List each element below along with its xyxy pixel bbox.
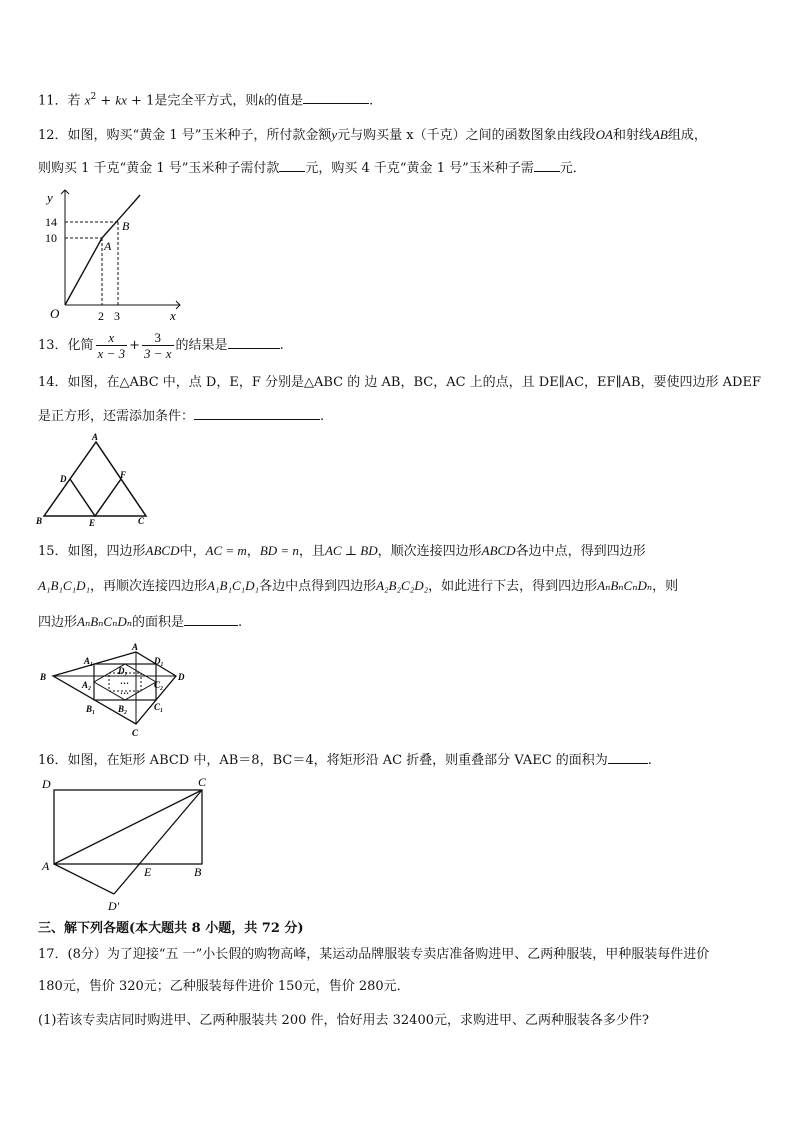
- q13-f1-denominator: x − 3: [97, 346, 126, 361]
- q12-text-l2c: 元．: [559, 161, 586, 176]
- q15-nested-quadrilaterals-figure: [38, 640, 198, 740]
- q12-text-b: 元与购买量 x（千克）之间的函数图象由线段: [337, 128, 596, 143]
- q14-text-l1: 14．如图，在△ABC 中，点 D，E，F 分别是△ABC 的 边 AB，BC，AC 上的点，且 DE∥AC，EF∥AB，要使四边形 ADEF: [38, 375, 761, 390]
- q15-quadn-2: AₙBₙCₙDₙ: [77, 614, 133, 629]
- fig15-label-c1: C₁: [154, 702, 164, 712]
- q15-quad2: A₂B₂C₂D₂: [376, 578, 429, 593]
- question-15-line-3: [38, 612, 242, 632]
- q14-period: .: [320, 409, 325, 424]
- segment-d-prime-c: [114, 790, 202, 894]
- q15-quadn: AₙBₙCₙDₙ: [597, 578, 653, 593]
- q13-fraction-1: [96, 330, 128, 361]
- question-12-line-1: [38, 126, 707, 145]
- q17-text-l1: 17．(8分）为了迎接“五 一”小长假的购物高峰，某运动品牌服装专卖店准备购进甲、乙两种服装，甲种服装每件进价: [38, 947, 710, 962]
- q17-text-l2: 180元，售价 320元；乙种服装每件进价 150元，售价 280元．: [38, 979, 410, 994]
- q15-text-b: 中，: [179, 544, 206, 559]
- q12-answer-blank-1[interactable]: [279, 158, 305, 172]
- q12-text-l2a: 则购买 1 千克“黄金 1 号”玉米种子需付款: [38, 161, 280, 176]
- question-15-line-1: [38, 542, 646, 561]
- q15-period: .: [238, 615, 243, 630]
- q12-text-d: 组成，: [667, 128, 707, 143]
- segments-de-ef: [70, 479, 121, 516]
- fig15-label-d1: D₁: [154, 656, 164, 666]
- fig15-label-c2: C₂: [154, 680, 164, 690]
- fig15-label-d: D: [178, 672, 185, 682]
- q11-text-end: 的值是: [264, 93, 304, 109]
- q11-exponent: 2: [90, 92, 97, 102]
- graph-point-a: A: [104, 239, 112, 253]
- q13-f2-numerator: 3: [154, 330, 162, 345]
- q11-plus-one: + 1: [126, 93, 155, 109]
- q15-answer-blank[interactable]: [184, 612, 238, 626]
- q15-text-e: 各边中点，得到四边形: [515, 544, 646, 559]
- q12-answer-blank-2[interactable]: [534, 158, 560, 172]
- q15-text-l3a: 四边形: [38, 615, 78, 630]
- q15-text-a: 15．如图，四边形: [38, 544, 146, 559]
- diagonal-ac: [54, 790, 202, 864]
- q13-fraction-2: [142, 330, 174, 361]
- q13-f1-numerator: x: [108, 330, 115, 345]
- q15-quad1-2: A₁B₁C₁D₁: [207, 578, 260, 593]
- fig14-label-d: D: [60, 474, 67, 484]
- q13-period: .: [279, 338, 284, 353]
- q15-text-l2a: ，再顺次连接四边形: [90, 579, 208, 594]
- q11-number: 11．若: [38, 93, 81, 109]
- question-16: [38, 750, 652, 770]
- q11-kx: kx: [115, 92, 127, 108]
- q12-text-c: 和射线: [612, 128, 652, 143]
- q15-text-l2d: ，则: [652, 579, 679, 594]
- question-17-line-2: [38, 978, 410, 996]
- fig15-label-c: C: [132, 728, 139, 738]
- graph-tick-3: 3: [114, 309, 120, 323]
- fig16-label-d-prime: D′: [108, 899, 120, 913]
- fig14-label-a: A: [92, 432, 99, 442]
- graph-point-b: B: [122, 219, 130, 233]
- question-17-line-1: [38, 946, 709, 964]
- fig16-label-b: B: [194, 865, 202, 879]
- question-15-line-2: [38, 577, 678, 596]
- section-3-heading: [38, 920, 304, 938]
- fig15-label-d2: D₂: [118, 666, 128, 676]
- q11-var-x: x: [84, 92, 91, 108]
- fig14-label-f: F: [120, 470, 127, 480]
- graph-x-label: x: [170, 308, 176, 323]
- fig15-label-b1: B₁: [86, 704, 96, 714]
- q14-triangle-figure: [34, 430, 164, 530]
- question-14-line-2: [38, 406, 324, 426]
- q11-plus: +: [100, 93, 116, 109]
- fig16-label-e: E: [144, 865, 152, 879]
- q13-number: 13．化简: [38, 338, 94, 353]
- q14-text-l2: 是正方形，还需添加条件：: [38, 409, 195, 424]
- q15-sep: ，: [246, 544, 260, 559]
- segment-ad-prime: [54, 864, 114, 894]
- q16-period: .: [647, 753, 652, 768]
- section-3-title: 三、解下列各题(本大题共 8 小题，共 72 分): [38, 921, 304, 936]
- fig15-dots-2: …: [120, 686, 129, 696]
- q15-text-l3b: 的面积是: [132, 615, 185, 630]
- q12-text-l2b: 元，购买 4 千克“黄金 1 号”玉米种子需: [305, 161, 534, 176]
- q11-answer-blank[interactable]: [303, 90, 369, 104]
- q13-answer-blank[interactable]: [228, 335, 280, 349]
- q15-text-d: ，顺次连接四边形: [377, 544, 482, 559]
- graph-tick-14: 14: [45, 215, 57, 229]
- q15-quad1: A₁B₁C₁D₁: [38, 578, 91, 593]
- q15-text-l2b: 各边中点得到四边形: [259, 579, 377, 594]
- q15-text-l2c: ，如此进行下去，得到四边形: [428, 579, 598, 594]
- q15-perp: AC ⊥ BD: [324, 543, 378, 558]
- q11-text-mid: 是完全平方式，则: [154, 93, 259, 109]
- question-12-line-2: [38, 158, 586, 178]
- q16-rectangle-fold-figure: [38, 772, 218, 917]
- fig16-label-a: A: [42, 859, 50, 873]
- q16-text: 16．如图，在矩形 ABCD 中，AB＝8，BC＝4，将矩形沿 AC 折叠，则重叠部分 VAEC 的面积为: [38, 753, 608, 768]
- fig15-label-a2: A₂: [82, 680, 92, 690]
- fig14-label-b: B: [36, 516, 43, 526]
- q15-bd-eq: BD = n: [259, 543, 299, 558]
- fig15-label-b: B: [40, 672, 47, 682]
- question-17-line-3: [38, 1012, 649, 1030]
- fig16-label-c: C: [198, 775, 207, 789]
- q13-f2-denominator: 3 − x: [144, 346, 172, 361]
- q13-plus: +: [129, 338, 140, 353]
- q15-abcd: ABCD: [145, 543, 180, 558]
- question-13: [38, 328, 284, 364]
- graph-origin-label: O: [50, 306, 60, 321]
- graph-tick-2: 2: [98, 309, 104, 323]
- question-11: [38, 88, 373, 110]
- fig14-label-e: E: [89, 518, 96, 528]
- q16-answer-blank[interactable]: [608, 750, 648, 764]
- ray-ab-extension: [134, 195, 140, 202]
- segment-oa: [65, 238, 102, 305]
- q17-text-l3: (1)若该专卖店同时购进甲、乙两种服装共 200 件，恰好用去 32400元，求购进甲、乙两种服装各多少件?: [38, 1013, 649, 1028]
- q12-var-oa: OA: [595, 127, 613, 142]
- fig15-dots-1: …: [120, 676, 129, 686]
- q14-answer-blank[interactable]: [194, 406, 320, 420]
- q13-text-end: 的结果是: [175, 338, 228, 353]
- q15-ac-eq: AC = m: [205, 543, 247, 558]
- q12-var-y: y: [331, 127, 338, 142]
- q12-var-ab: AB: [651, 127, 668, 142]
- q11-var-k: k: [258, 92, 265, 108]
- question-14-line-1: [38, 374, 761, 392]
- q15-abcd-2: ABCD: [481, 543, 516, 558]
- fig15-label-a: A: [132, 642, 139, 652]
- q11-period: .: [369, 93, 374, 109]
- fig16-label-d: D: [42, 777, 51, 791]
- fig15-label-b2: B₂: [118, 704, 128, 714]
- fig15-label-a1: A₁: [84, 656, 94, 666]
- q12-function-graph: [30, 180, 190, 340]
- q15-text-c: ，且: [298, 544, 325, 559]
- q12-text-a: 12．如图，购买“黄金 1 号”玉米种子，所付款金额: [38, 128, 332, 143]
- fig14-label-c: C: [138, 516, 145, 526]
- graph-tick-10: 10: [45, 231, 57, 245]
- graph-y-label: y: [47, 190, 53, 205]
